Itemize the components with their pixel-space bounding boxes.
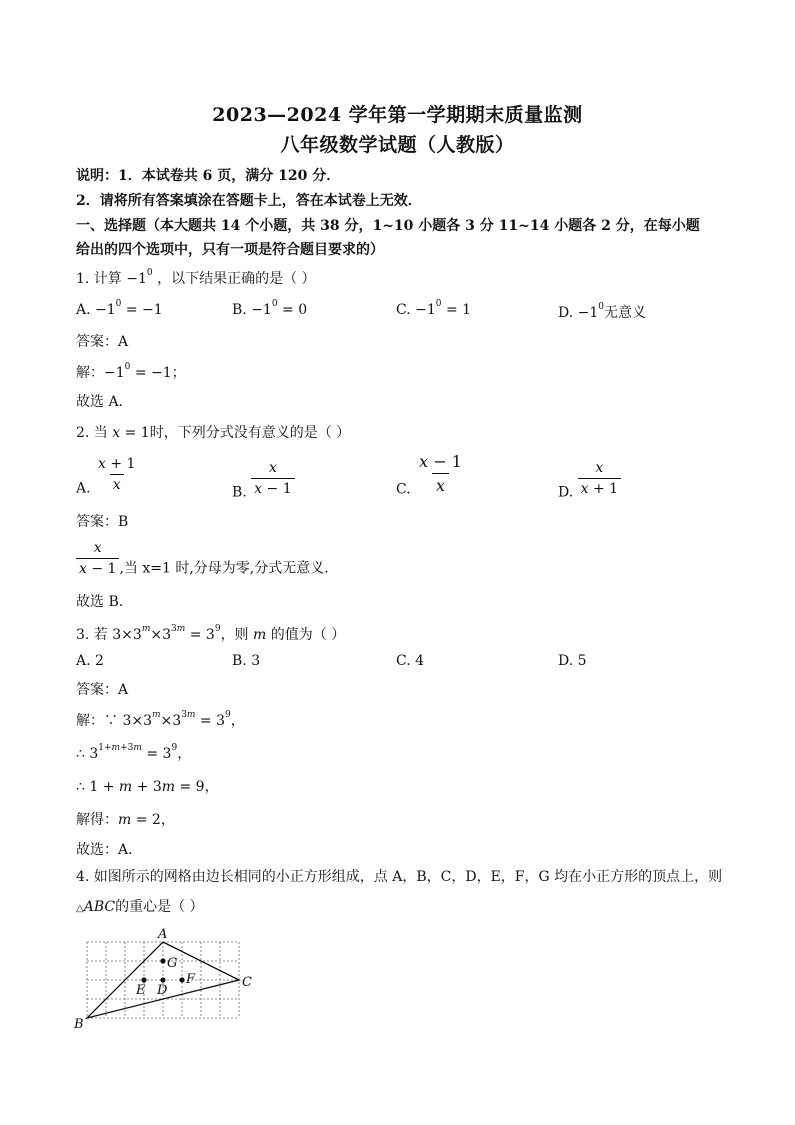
q2-condition: x = 1 [112,425,150,441]
q3-stem: 3. 若 $3\times 3^m\times 3^{3m} = 3^9$，则 m 的值为（ ） [76,624,346,643]
q3-conclusion: 故选：A． [76,842,143,858]
exam-subtitle: 八年级数学试题（人教版） [280,134,515,156]
note-2: 2．请将所有答案填涂在答题卡上，答在本试卷上无效． [76,193,422,209]
q3-option-d[interactable]: D. 5 [558,653,587,669]
label-c: C [242,975,252,990]
q1-stem: 1. 计算 $-1^0$ ，以下结果正确的是（ ） [76,268,316,287]
q3-solution-step1: 解：∵ $3\times 3^m\times 3^{3m} = 3^9$， [76,710,245,729]
point-e [141,977,146,982]
q3-solution-step3: ∴ 1 + m + 3m = 9， [76,779,219,795]
exam-title: 2023—2024 学年第一学期期末质量监测 [212,104,583,126]
q2-option-d[interactable]: D. $\frac{x}{x + 1}$ [558,460,621,501]
q2-conclusion: 故选 B. [76,594,124,610]
point-d [160,977,165,982]
q2-answer: 答案：B [76,514,129,530]
section-heading: 一、选择题（本大题共 14 个小题，共 38 分，1~10 小题各 3 分 11~14 小题各 2 分，在每小题 [76,218,700,234]
q2-option-c[interactable]: C. $\frac{x - 1}{x}$ [396,452,462,498]
q3-option-c[interactable]: C. 4 [396,653,425,669]
q3-answer: 答案：A [76,682,129,698]
q1-answer: 答案：A [76,334,129,350]
q2-option-b[interactable]: B. $\frac{x}{x - 1}$ [232,460,295,501]
q1-conclusion: 故选 A． [76,394,133,410]
point-g [160,958,165,963]
label-g: G [167,956,178,971]
point-f [179,977,184,982]
q2-option-a[interactable]: A. $\frac{x + 1}{x}$ [76,456,136,497]
label-b: B [74,1017,84,1032]
q4-stem: 4. 如图所示的网格由边长相同的小正方形组成，点 A，B，C，D，E，F，G 均在小正方形的顶点上，则 [76,869,723,885]
q1-expression: $-1^0$ [126,268,153,287]
q3-solution-step4: 解得：m = 2， [76,812,175,828]
label-d: D [157,983,168,998]
q1-option-c[interactable]: C. $-1^0 = 1$ [396,299,472,318]
q3-equation: $3\times 3^m\times 3^{3m} = 3^9$ [112,624,221,643]
note-1: 说明：1．本试卷共 6 页，满分 120 分． [76,168,341,184]
q2-solution: $\frac{x}{x - 1}$ ,当 x=1 时,分母为零,分式无意义. [76,540,329,578]
triangle-grid-figure [72,924,272,1034]
q3-option-b[interactable]: B. 3 [232,653,261,669]
q3-solution-step2: ∴ $3^{1+m+3m} = 3^9$， [76,743,192,762]
q3-option-a[interactable]: A. 2 [76,653,104,669]
q1-option-d[interactable]: D. $-1^0$无意义 [558,302,647,321]
q1-solution: 解：$-1^0 = -1$； [76,362,186,381]
q1-option-b[interactable]: B. $-1^0 = 0$ [232,299,308,318]
q1-option-a[interactable]: A. $-1^0 = -1$ [76,299,163,318]
label-a: A [158,927,168,942]
q4-stem-cont: △ABC的重心是（ ） [76,899,204,915]
q2-stem: 2. 当 x = 1时，下列分式没有意义的是（ ） [76,425,351,441]
label-e: E [136,983,146,998]
section-heading-cont: 给出的四个选项中，只有一项是符合题目要求的） [76,242,384,258]
label-f: F [186,972,196,987]
